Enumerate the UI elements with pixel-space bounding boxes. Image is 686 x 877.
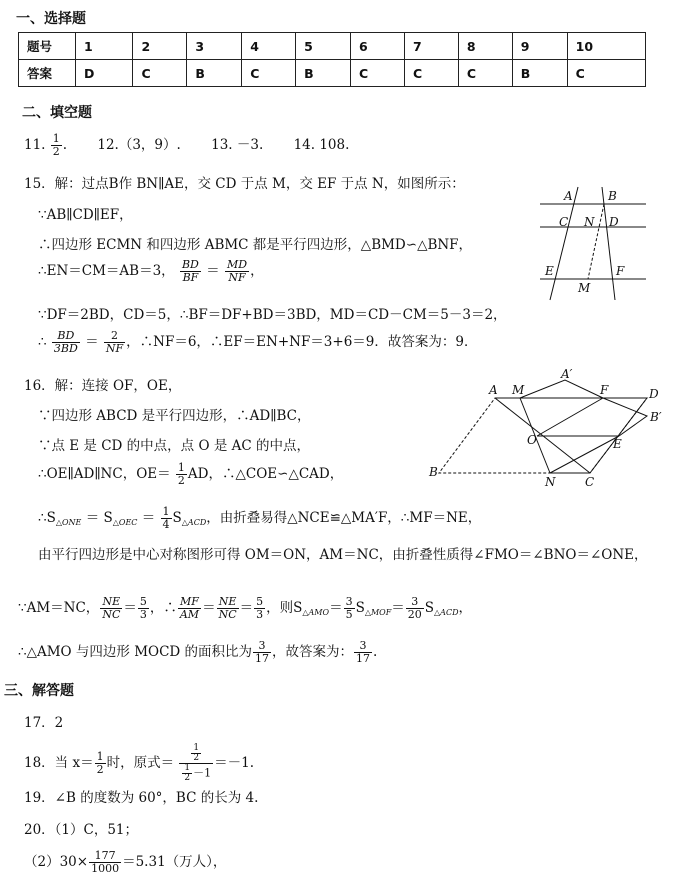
answer-cell: C [567,60,645,87]
numerator: 1 [162,505,170,518]
subscript: △ONE [55,518,82,527]
numerator: 3 [406,596,424,609]
answer-cell: C [242,60,296,87]
numerator [179,744,213,764]
text: ＝5.31（万人）， [122,854,227,870]
text: ＝ [329,600,343,616]
denominator: AM [179,608,200,621]
table-row [19,60,646,87]
denominator: 20 [407,608,422,621]
fraction [178,596,201,621]
label-n: N [545,475,556,489]
subscript: △ACD [181,518,207,527]
fraction [138,596,149,621]
numerator: 3 [253,640,271,653]
text: ，∴ [149,600,177,616]
question-number: 4 [242,33,296,60]
q15-line-6 [38,330,477,355]
q17-answer: 17．2 [24,715,64,731]
text: （2）30× [24,854,89,870]
answer-cell: B [512,60,567,87]
q18-answer [24,744,254,783]
denominator: 3 [256,608,264,621]
question-number: 8 [458,33,512,60]
label-a: A [564,189,573,203]
answer-cell: C [404,60,458,87]
text: ＝ [85,334,99,350]
subscript: △OEC [112,518,138,527]
q12-answer: 12.（3，9）. [97,137,181,153]
denominator: 4 [162,518,170,531]
label-b: B [608,189,617,203]
question-number: 5 [296,33,351,60]
text: ，则S [266,600,303,616]
text: ＝ [137,510,160,526]
numerator: 1 [52,132,60,145]
section-choice-title: 一、选择题 [16,11,86,27]
text: 18．当 x＝ [24,755,94,771]
numerator: 177 [89,850,121,863]
table-row [19,33,646,60]
q15-line-1: 15．解：过点B作 BN∥AE，交 CD 于点 M，交 EF 于点 N，如图所示： [24,176,465,192]
label-d: D [649,387,659,401]
text: ∴ [38,334,47,350]
text: ∴EN＝CM＝AB＝3， [38,263,175,279]
section-solve-title: 三、解答题 [4,683,74,699]
text: ∵AM＝NC， [18,600,100,616]
q16-line-5 [38,506,481,531]
q20-line-1: 20．（1）C，51； [24,822,139,838]
seg-of [537,398,603,436]
fold-fb-e [603,398,647,436]
label-d: D [609,215,619,229]
label-m: M [578,281,591,295]
numerator: NE [100,596,122,609]
text: S [424,600,435,616]
text: ＝ [239,600,254,616]
q16-line-8 [18,640,377,665]
denominator: 5 [345,608,353,621]
label-c: C [585,475,595,489]
fraction [89,850,121,875]
numerator: 1 [177,461,185,474]
fraction [52,330,80,355]
denominator: NF [105,342,124,355]
question-number: 1 [76,33,133,60]
text: ，故答案为： [272,644,354,660]
numerator: 5 [256,595,264,608]
q16-line-7 [18,596,472,621]
numerator: BD [52,330,80,343]
subscript: △ACD [434,608,459,617]
fold-ma-f [520,380,603,398]
denominator: NF [228,271,246,284]
text: . [373,644,378,660]
denominator: 17 [255,652,270,665]
label-f: F [616,264,625,278]
fraction [100,596,122,621]
denominator: BF [182,271,199,284]
numerator: 3 [345,595,353,608]
q20-line-2 [24,850,226,875]
denominator: NC [218,608,237,621]
q19-answer: 19．∠B 的度数为 60°，BC 的长为 4. [24,790,259,806]
numerator: 3 [354,640,372,653]
fraction [176,462,187,487]
q15-line-5: ∵DF＝2BD，CD＝5，∴BF＝DF+BD＝3BD，MD＝CD－CM＝5－3＝2， [38,307,507,323]
denominator: 2 [177,474,185,487]
denominator: 17 [356,652,371,665]
answer-line-11-14 [24,133,349,158]
denominator: 3 [139,608,147,621]
q15-line-3: ∴四边形 ECMN 和四边形 ABMC 都是平行四边形，△BMD∽△BNF， [38,237,473,253]
denominator [179,764,213,783]
label-c: C [559,215,569,229]
text: ＝ S [81,510,113,526]
question-number: 2 [133,33,187,60]
denominator: 2 [184,773,191,783]
text: ∴△AMO 与四边形 MOCD 的面积比为 [18,644,253,660]
label-n: N [584,215,595,229]
text: ，由折叠易得△NCE≌△MA′F，∴MF＝NE， [206,510,482,526]
text: S [355,600,365,616]
q14-answer: 14. 108. [293,137,350,153]
text: ∴OE∥AD∥NC，OE＝ [38,466,171,482]
numerator: NE [217,596,239,609]
q11-label: 11. [24,137,46,153]
fraction [254,596,265,621]
label-b-prime: B′ [650,410,662,424]
numerator: MF [178,596,201,609]
numerator: MD [226,258,248,271]
inner-fraction [182,764,192,783]
denominator: 2 [96,763,104,776]
fraction [51,133,62,158]
question-number: 3 [187,33,242,60]
header-label: 题号 [19,33,76,60]
text: 时，原式＝ [106,755,175,771]
label-a-prime: A′ [561,368,573,381]
label-f: F [600,383,609,397]
q15-line-2: ∵AB∥CD∥EF， [38,207,133,223]
label-m: M [512,383,525,397]
text: ＝ [391,600,405,616]
numerator: 2 [104,330,125,343]
fraction [104,330,125,355]
fraction [406,596,424,621]
numerator: 1 [184,763,191,773]
denominator: 3BD [53,342,78,355]
answer-cell: B [187,60,242,87]
question-number: 10 [567,33,645,60]
fraction [95,751,106,776]
denominator: 2 [52,145,60,158]
q16-line-1: 16．解：连接 OF，OE， [24,378,182,394]
answer-table [18,32,646,87]
figure-parallelogram-fold [425,368,675,494]
label-o: O [527,433,537,447]
denominator: 1000 [91,862,120,875]
section-fill-title: 二、填空题 [22,105,92,121]
q13-answer: 13. －3. [211,137,264,153]
figure-parallel-lines [528,182,653,302]
fraction [354,640,372,665]
subscript: △AMO [302,608,330,617]
fraction [225,259,249,284]
numerator: BD [181,258,199,271]
answer-label: 答案 [19,60,76,87]
question-number: 9 [512,33,567,60]
numerator: 1 [193,743,200,753]
inner-fraction [191,744,201,763]
answer-cell: B [296,60,351,87]
text: ， [250,263,264,279]
numerator: 1 [96,750,104,763]
text: ＝－1. [214,755,255,771]
q16-line-6: 由平行四边形是中心对称图形可得 OM＝ON，AM＝NC，由折叠性质得∠FMO＝∠BNO＝∠ONE， [38,547,648,563]
numerator: 5 [139,595,147,608]
text: ， [458,600,472,616]
fraction [344,596,355,621]
label-e: E [613,437,622,451]
text: ＝ [206,263,220,279]
q15-line-4 [38,259,264,284]
q16-line-3: ∵点 E 是 CD 的中点，点 O 是 AC 的中点， [38,438,310,454]
answer-cell: D [76,60,133,87]
text: ，∴NF＝6，∴EF＝EN+NF＝3+6＝9．故答案为：9． [126,334,478,350]
q16-line-4 [38,462,343,487]
label-b: B [429,465,438,479]
subscript: △MOF [364,608,392,617]
denominator: NC [102,608,121,621]
label-a: A [489,383,498,397]
question-number: 7 [404,33,458,60]
fraction [180,259,201,284]
q16-line-2: ∵四边形 ABCD 是平行四边形，∴AD∥BC， [38,408,311,424]
fraction [161,506,172,531]
label-e: E [545,264,554,278]
question-number: 6 [351,33,405,60]
text: AD，∴△COE∽△CAD， [187,466,344,482]
text: －1 [193,766,212,780]
text: ＝ [202,600,216,616]
text: S [172,510,182,526]
answer-cell: C [351,60,405,87]
fraction [217,596,239,621]
answer-cell: C [458,60,512,87]
text: ＝ [123,600,137,616]
q11-tail: . [62,137,68,153]
denominator: 2 [193,753,200,763]
seg-ne [550,436,619,473]
text: ∴S [38,510,56,526]
fraction [253,640,271,665]
complex-fraction [179,744,213,783]
answer-cell: C [133,60,187,87]
